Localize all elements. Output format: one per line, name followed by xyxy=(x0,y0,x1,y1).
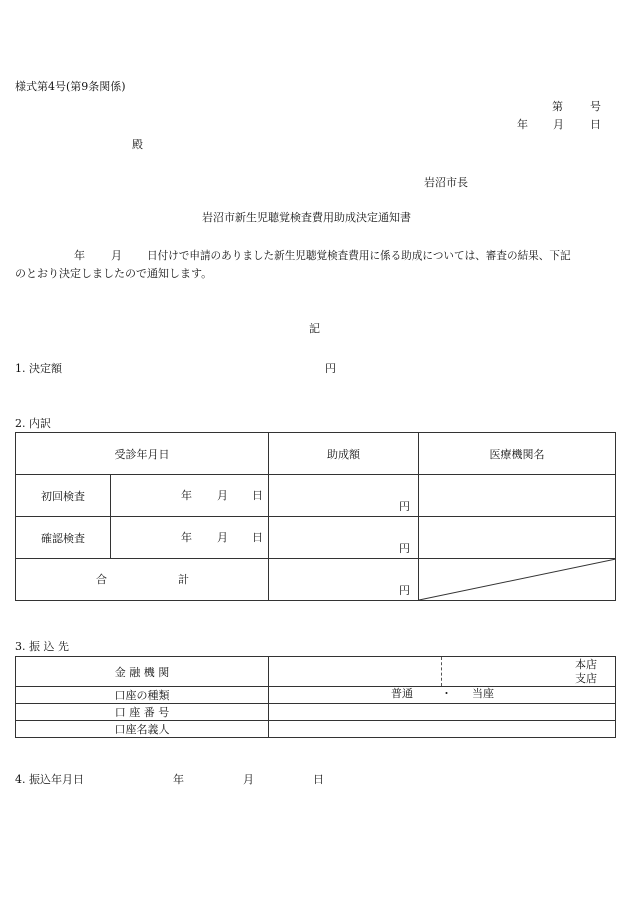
table-row xyxy=(16,433,616,475)
confirm-year: 年 xyxy=(181,531,192,544)
header-subsidy-amount: 助成額 xyxy=(269,433,419,475)
section2-label: 2. 内訳 xyxy=(15,417,51,430)
total-label-left: 合 xyxy=(96,573,107,586)
issue-month: 月 xyxy=(553,118,564,131)
form-number: 様式第4号(第9条関係) xyxy=(15,80,126,93)
table-row xyxy=(16,721,616,738)
honten-label: 本店 xyxy=(575,658,597,671)
body-line-1: 日付けで申請のありました新生児聴覚検査費用に係る助成については、審査の結果、下記 xyxy=(147,250,571,262)
confirm-yen: 円 xyxy=(399,542,410,555)
section3-label: 3. 振 込 先 xyxy=(15,640,69,653)
account-holder-cell[interactable] xyxy=(269,721,616,738)
issuer: 岩沼市長 xyxy=(424,176,468,189)
initial-year: 年 xyxy=(181,489,192,502)
body-date-month: 月 xyxy=(111,249,122,262)
breakdown-table xyxy=(15,432,616,601)
total-label-right: 計 xyxy=(178,573,189,586)
body-line-2: のとおり決定しましたので通知します。 xyxy=(15,267,213,280)
futsu-option[interactable]: 普通 xyxy=(391,687,413,700)
shiten-label: 支店 xyxy=(575,672,597,685)
ki-label: 記 xyxy=(309,322,320,335)
row-initial-test: 初回検査 xyxy=(16,475,111,517)
initial-test-amount[interactable] xyxy=(269,475,419,517)
diagonal-line xyxy=(419,559,616,601)
initial-test-institution[interactable] xyxy=(419,475,616,517)
confirm-test-institution[interactable] xyxy=(419,517,616,559)
header-institution: 医療機関名 xyxy=(419,433,616,475)
touza-option[interactable]: 当座 xyxy=(472,687,494,700)
initial-test-date xyxy=(111,475,269,517)
transfer-day: 日 xyxy=(313,773,324,786)
document-title: 岩沼市新生児聴覚検査費用助成決定通知書 xyxy=(202,211,411,224)
addressee-suffix: 殿 xyxy=(132,138,143,151)
bank-name-cell[interactable] xyxy=(269,657,616,687)
total-amount[interactable] xyxy=(269,559,419,601)
issue-year: 年 xyxy=(517,118,528,131)
header-visit-date: 受診年月日 xyxy=(16,433,269,475)
issue-day: 日 xyxy=(590,118,601,131)
table-row xyxy=(16,517,616,559)
initial-yen: 円 xyxy=(399,500,410,513)
confirm-test-amount[interactable] xyxy=(269,517,419,559)
account-number-cell[interactable] xyxy=(269,704,616,721)
account-type-label: 口座の種類 xyxy=(16,687,269,704)
bank-label: 金 融 機 関 xyxy=(16,657,269,687)
doc-no-go: 号 xyxy=(590,100,601,113)
doc-no-dai: 第 xyxy=(552,100,563,113)
transfer-month: 月 xyxy=(243,773,254,786)
transfer-year: 年 xyxy=(173,773,184,786)
table-row xyxy=(16,475,616,517)
confirm-day: 日 xyxy=(252,531,263,544)
total-yen: 円 xyxy=(399,584,410,597)
confirm-month: 月 xyxy=(217,531,228,544)
table-row xyxy=(16,657,616,687)
initial-day: 日 xyxy=(252,489,263,502)
account-holder-label: 口座名義人 xyxy=(16,721,269,738)
section4-label: 4. 振込年月日 xyxy=(15,773,84,786)
account-number-label: 口 座 番 号 xyxy=(16,704,269,721)
bank-divider xyxy=(441,657,442,686)
initial-month: 月 xyxy=(217,489,228,502)
body-date-year: 年 xyxy=(74,249,85,262)
total-diagonal-cell xyxy=(419,559,616,601)
row-confirm-test: 確認検査 xyxy=(16,517,111,559)
account-type-cell[interactable] xyxy=(269,687,616,704)
table-row xyxy=(16,559,616,601)
table-row xyxy=(16,704,616,721)
section1-unit: 円 xyxy=(325,362,336,375)
section1-label: 1. 決定額 xyxy=(15,362,62,375)
bank-table xyxy=(15,656,616,738)
table-row xyxy=(16,687,616,704)
total-label-cell xyxy=(16,559,269,601)
confirm-test-date xyxy=(111,517,269,559)
option-separator: ・ xyxy=(441,687,452,700)
